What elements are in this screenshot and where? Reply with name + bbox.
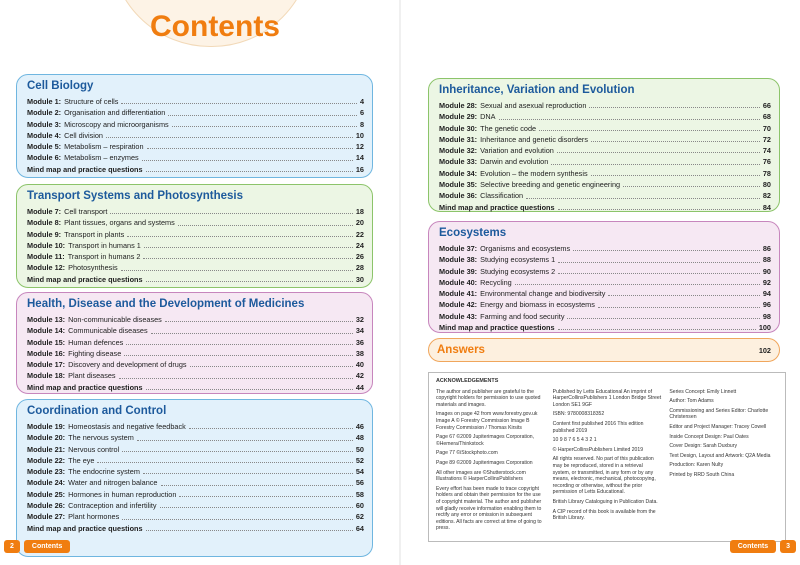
dot-leader [558,329,756,330]
dot-leader [161,485,353,486]
page-number: 36 [355,337,364,347]
dot-leader [110,213,352,214]
page-number: 16 [355,164,364,174]
page-title: Contents [150,10,280,43]
dot-leader [526,198,760,199]
page-number: 28 [355,263,364,273]
acknowledgement-paragraph: Images on page 42 from www.forestry.gov.uk Image A © Forestry Commission Image B Forestry Commission / Thomas Kirsits [436,411,538,431]
page-number: 18 [355,207,364,216]
page-number: 62 [355,512,364,522]
module-topic: Metabolism – enzymes [64,153,139,163]
acknowledgement-paragraph: Page 89 ©2009 Jupiterimages Corporation [436,459,533,466]
module-number: Module 35: [439,180,478,190]
dot-leader [558,262,760,263]
contents-row [27,359,364,370]
contents-row [27,455,364,466]
acknowledgement-paragraph: Inside Concept Design: Paul Oates [669,433,749,440]
footer-left [4,540,70,553]
contents-row [439,190,771,201]
module-topic: Selective breeding and genetic engineering [480,180,621,190]
dot-leader [608,295,759,296]
module-topic: Plant diseases [68,371,116,381]
module-topic: The endocrine system [68,467,140,477]
contents-row [27,274,364,285]
page-number: 60 [355,501,364,511]
dot-leader [144,247,353,248]
page-number: 40 [355,360,364,370]
contents-row [27,130,364,141]
module-topic: Farming and food security [480,311,565,321]
module-number: Module 24: [27,478,66,488]
page-number: 46 [355,422,364,431]
contents-row [27,382,364,393]
contents-row [27,96,364,107]
module-number: Module 11: [27,252,65,262]
page-number: 14 [355,153,364,163]
acknowledgement-paragraph: 10 9 8 7 6 5 4 3 2 1 [552,437,597,444]
module-topic: Cell transport [64,207,108,216]
dot-leader [190,366,353,367]
module-topic: Structure of cells [64,97,119,106]
dot-leader [591,175,760,176]
module-topic: Nervous control [68,444,120,454]
page-number: 78 [762,168,771,178]
module-number: Module 31: [439,134,478,144]
module-number: Module 36: [439,191,478,201]
contents-row [439,111,771,122]
module-number: Module 10: [27,240,66,250]
dot-leader [146,171,353,172]
module-number: Module 38: [439,255,478,265]
module-number: Module 8: [27,218,62,228]
page-number: 6 [359,108,364,118]
page-number: 52 [355,455,364,465]
module-number: Module 4: [27,130,62,140]
page-number: 72 [762,134,771,144]
page-number: 96 [762,300,771,310]
acknowledgement-paragraph: Commissioning and Series Editor: Charlotte Christensen [669,407,769,421]
module-topic: Plant hormones [68,512,120,522]
page-number: 10 [355,130,364,140]
answers-box [428,338,780,362]
contents-row [439,322,771,333]
page-number: 32 [355,315,364,324]
acknowledgement-paragraph: British Library Cataloguing in Publication Data. [552,498,658,505]
module-number: Module 19: [27,422,66,431]
acknowledgements-box [428,372,786,542]
contents-row [27,370,364,381]
dot-leader [168,115,357,116]
module-number: Module 7: [27,207,62,216]
module-topic: The nervous system [68,433,134,443]
module-number: Module 17: [27,360,66,370]
page-number: 56 [355,478,364,488]
contents-row [27,152,364,163]
acknowledgement-paragraph: Series Concept: Emily Linnett [669,388,737,395]
contents-row [27,477,364,488]
module-number: Module 33: [439,157,478,167]
module-topic: The genetic code [480,123,537,133]
contents-row [439,123,771,134]
dot-leader [165,321,353,322]
page-number: 8 [359,119,364,129]
dot-leader [539,130,760,131]
module-topic: Communicable diseases [68,326,148,336]
acknowledgement-paragraph: All other images are ©Shutterstock.com Illustrations © HarperCollinsPublishers [436,469,526,483]
acknowledgement-paragraph: Page 77 ©iStockphoto.com [436,450,498,457]
contents-row [439,156,771,167]
module-topic: Discovery and development of drugs [68,360,187,370]
dot-leader [119,378,353,379]
page-number: 80 [762,180,771,190]
answers-page: 102 [758,345,771,355]
module-number: Module 16: [27,348,66,358]
module-number: Module 42: [439,300,478,310]
module-topic: Fighting disease [68,348,122,358]
dot-leader [143,258,352,259]
contents-row [27,523,364,534]
module-number: Module 3: [27,119,62,129]
contents-row [439,168,771,179]
module-number: Module 23: [27,467,66,477]
module-topic: Studying ecosystems 1 [480,255,556,265]
page-number: 4 [359,97,364,106]
module-topic: Environmental change and biodiversity [480,289,606,299]
page-number: 22 [355,229,364,239]
contents-row [27,444,364,455]
book-spine [399,0,401,565]
module-topic: Human defences [68,337,124,347]
contents-row [439,134,771,145]
dot-leader [499,119,760,120]
acknowledgement-paragraph: The author and publisher are grateful to the copyright holders for permission to use quoted materials and images. [436,388,541,408]
dot-leader [515,284,760,285]
dot-leader [178,225,353,226]
module-number: Mind map and practice questions [27,523,143,533]
module-topic: Energy and biomass in ecosystems [480,300,595,310]
contents-row [439,299,771,310]
acknowledgement-paragraph: All rights reserved. No part of this publication may be reproduced, stored in a retrieval system, or transmitted, in any form or by any means, electronic, mechanical, photocopying, recording or otherwise, without the prior permission of Letts Educational. [552,456,656,496]
dot-leader [189,428,353,429]
section-cell [16,74,373,178]
contents-row [27,314,364,325]
acknowledgement-paragraph: Content first published 2016 This edition published 2019 [552,420,644,434]
page-number: 82 [762,191,771,201]
contents-row [27,164,364,175]
module-topic: Recycling [480,277,512,287]
module-number: Module 34: [439,168,478,178]
page-number: 42 [355,371,364,381]
page-number: 68 [762,112,771,122]
dot-leader [122,519,353,520]
module-topic: Inheritance and genetic disorders [480,134,589,144]
module-number: Mind map and practice questions [439,323,555,333]
module-topic: Cell division [64,130,103,140]
footer-right-page-number: 3 [780,540,796,553]
page-number: 30 [355,274,364,284]
acknowledgement-paragraph: Every effort has been made to trace copyright holders and obtain their permission for the use of copyright material. The author and publisher will gladly receive information enabling them to rectify any error or omission in subsequent editions. All facts are correct at time of going to press. [436,485,542,532]
dot-leader [106,137,353,138]
dot-leader [557,152,760,153]
footer-right-label: Contents [730,540,776,553]
acknowledgement-paragraph: Printed by RRD South China [669,471,735,478]
page-number: 38 [355,348,364,358]
module-number: Module 22: [27,455,66,465]
acknowledgements-heading: ACKNOWLEDGEMENTS [436,378,499,384]
module-topic: Microscopy and microorganisms [64,119,169,129]
module-topic: Homeostasis and negative feedback [68,422,186,431]
module-topic: Sexual and asexual reproduction [480,101,587,110]
module-number: Mind map and practice questions [27,274,143,284]
contents-row [27,348,364,359]
acknowledgement-paragraph: © HarperCollinsPublishers Limited 2019 [552,446,644,453]
page-number: 70 [762,123,771,133]
section-trans [16,184,373,288]
dot-leader [567,318,759,319]
dot-leader [126,344,353,345]
page-number: 90 [762,266,771,276]
section-title: Transport Systems and Photosynthesis [27,190,244,202]
page-number: 74 [762,146,771,156]
contents-row [27,421,364,432]
dot-leader [124,355,353,356]
acknowledgement-paragraph: Cover Design: Sarah Duxbury [669,443,738,450]
module-number: Module 28: [439,101,478,110]
acknowledgement-paragraph: Published by Letts Educational An imprint of HarperCollinsPublishers 1 London Bridge Street London SE1 9GF [552,388,662,408]
module-topic: Organisation and differentiation [64,108,166,118]
page-number: 64 [355,523,364,533]
footer-right [730,540,796,553]
acknowledgement-paragraph: A CIP record of this book is available from the British Library. [552,508,656,522]
module-number: Module 26: [27,501,66,511]
dot-leader [146,530,353,531]
module-number: Module 20: [27,433,66,443]
dot-leader [591,141,760,142]
contents-row [439,254,771,265]
module-topic: DNA [480,112,496,122]
contents-row [439,311,771,322]
module-number: Module 43: [439,311,478,321]
module-number: Module 32: [439,146,478,156]
dot-leader [558,273,760,274]
contents-row [439,179,771,190]
answers-label: Answers [437,344,485,356]
page-number: 76 [762,157,771,167]
module-number: Module 41: [439,289,478,299]
dot-leader [97,462,352,463]
footer-left-page-number: 2 [4,540,20,553]
module-number: Module 1: [27,97,62,106]
acknowledgement-paragraph: ISBN: 9780008318352 [552,411,605,418]
module-number: Module 37: [439,244,478,253]
page-number: 98 [762,311,771,321]
module-topic: Organisms and ecosystems [480,244,571,253]
module-topic: The eye [68,455,95,465]
contents-row [27,107,364,118]
acknowledgements-column-3 [669,389,778,535]
page-number: 58 [355,489,364,499]
dot-leader [179,496,352,497]
module-number: Module 40: [439,277,478,287]
page-number: 54 [355,467,364,477]
dot-leader [558,209,760,210]
section-title: Inheritance, Variation and Evolution [439,84,635,96]
module-number: Module 13: [27,315,66,324]
dot-leader [172,126,357,127]
contents-row [27,229,364,240]
dot-leader [142,160,353,161]
section-title: Coordination and Control [27,405,167,417]
dot-leader [598,307,760,308]
contents-row [27,325,364,336]
contents-row [27,206,364,217]
contents-row [27,511,364,522]
page-number: 94 [762,289,771,299]
dot-leader [127,236,353,237]
dot-leader [121,270,353,271]
module-number: Module 21: [27,444,66,454]
page-number: 12 [355,142,364,152]
contents-row [27,262,364,273]
contents-row [27,500,364,511]
footer-left-label: Contents [24,540,70,553]
module-number: Module 6: [27,153,62,163]
module-topic: Transport in plants [64,229,125,239]
module-number: Module 14: [27,326,66,336]
module-topic: Plant tissues, organs and systems [64,218,175,228]
page-number: 20 [355,218,364,228]
dot-leader [589,107,759,108]
page-number: 50 [355,444,364,454]
contents-row [439,100,771,111]
acknowledgement-paragraph: Text Design, Layout and Artwork: Q2A Media [669,452,771,459]
dot-leader [147,148,353,149]
module-number: Mind map and practice questions [439,202,555,212]
acknowledgements-column-1 [436,389,545,535]
contents-row [27,251,364,262]
module-topic: Contraception and infertility [68,501,157,511]
module-number: Module 15: [27,337,66,347]
module-topic: Evolution – the modern synthesis [480,168,588,178]
section-health [16,292,373,394]
acknowledgements-column-2 [553,389,662,535]
contents-row [27,141,364,152]
module-topic: Variation and evolution [480,146,554,156]
section-inher [428,78,780,212]
dot-leader [137,440,353,441]
dot-leader [551,164,760,165]
page-number: 48 [355,433,364,443]
module-topic: Water and nitrogen balance [68,478,158,488]
acknowledgement-paragraph: Author: Tom Adams [669,398,714,405]
page-number: 44 [355,382,364,392]
module-number: Module 39: [439,266,478,276]
module-number: Mind map and practice questions [27,382,143,392]
module-number: Module 5: [27,142,62,152]
dot-leader [146,281,353,282]
dot-leader [623,186,760,187]
page-number: 88 [762,255,771,265]
page-number: 100 [758,323,771,333]
module-topic: Darwin and evolution [480,157,549,167]
module-number: Module 18: [27,371,66,381]
section-coord [16,399,373,557]
page-number: 24 [355,240,364,250]
page-number: 92 [762,277,771,287]
acknowledgement-paragraph: Editor and Project Manager: Tracey Cowell [669,423,767,430]
page-number: 66 [762,101,771,110]
contents-row [439,277,771,288]
dot-leader [151,333,353,334]
contents-row [27,119,364,130]
module-topic: Studying ecosystems 2 [480,266,556,276]
dot-leader [121,103,357,104]
contents-row [27,337,364,348]
module-number: Module 29: [439,112,478,122]
module-topic: Classification [480,191,524,201]
module-number: Module 12: [27,263,66,273]
section-title: Cell Biology [27,80,94,92]
contents-row [27,240,364,251]
contents-row [27,432,364,443]
contents-row [27,489,364,500]
page-number: 26 [355,252,364,262]
contents-row [27,217,364,228]
page-number: 34 [355,326,364,336]
contents-row [27,466,364,477]
module-topic: Transport in humans 1 [68,240,141,250]
module-topic: Transport in humans 2 [67,252,141,262]
module-number: Module 25: [27,489,66,499]
module-number: Module 30: [439,123,478,133]
contents-row [439,243,771,254]
page-number: 84 [762,202,771,212]
dot-leader [160,507,353,508]
section-eco [428,221,780,333]
acknowledgement-paragraph: Production: Karen Nulty [669,462,724,469]
dot-leader [143,473,353,474]
contents-row [439,145,771,156]
dot-leader [146,389,353,390]
module-topic: Hormones in human reproduction [68,489,177,499]
page-number: 86 [762,244,771,253]
module-number: Module 2: [27,108,62,118]
contents-row [439,288,771,299]
contents-row [439,202,771,213]
module-topic: Non-communicable diseases [68,315,162,324]
module-topic: Metabolism – respiration [64,142,144,152]
dot-leader [122,451,353,452]
dot-leader [573,250,760,251]
contents-row [439,266,771,277]
module-number: Module 9: [27,229,62,239]
module-number: Mind map and practice questions [27,164,143,174]
acknowledgement-paragraph: Page 67 ©2009 Jupiterimages Corporation, ©Hemera/Thinkstock [436,434,535,447]
module-topic: Photosynthesis [68,263,118,273]
module-number: Module 27: [27,512,66,522]
section-title: Health, Disease and the Development of Medicines [27,298,305,310]
section-title: Ecosystems [439,227,507,239]
